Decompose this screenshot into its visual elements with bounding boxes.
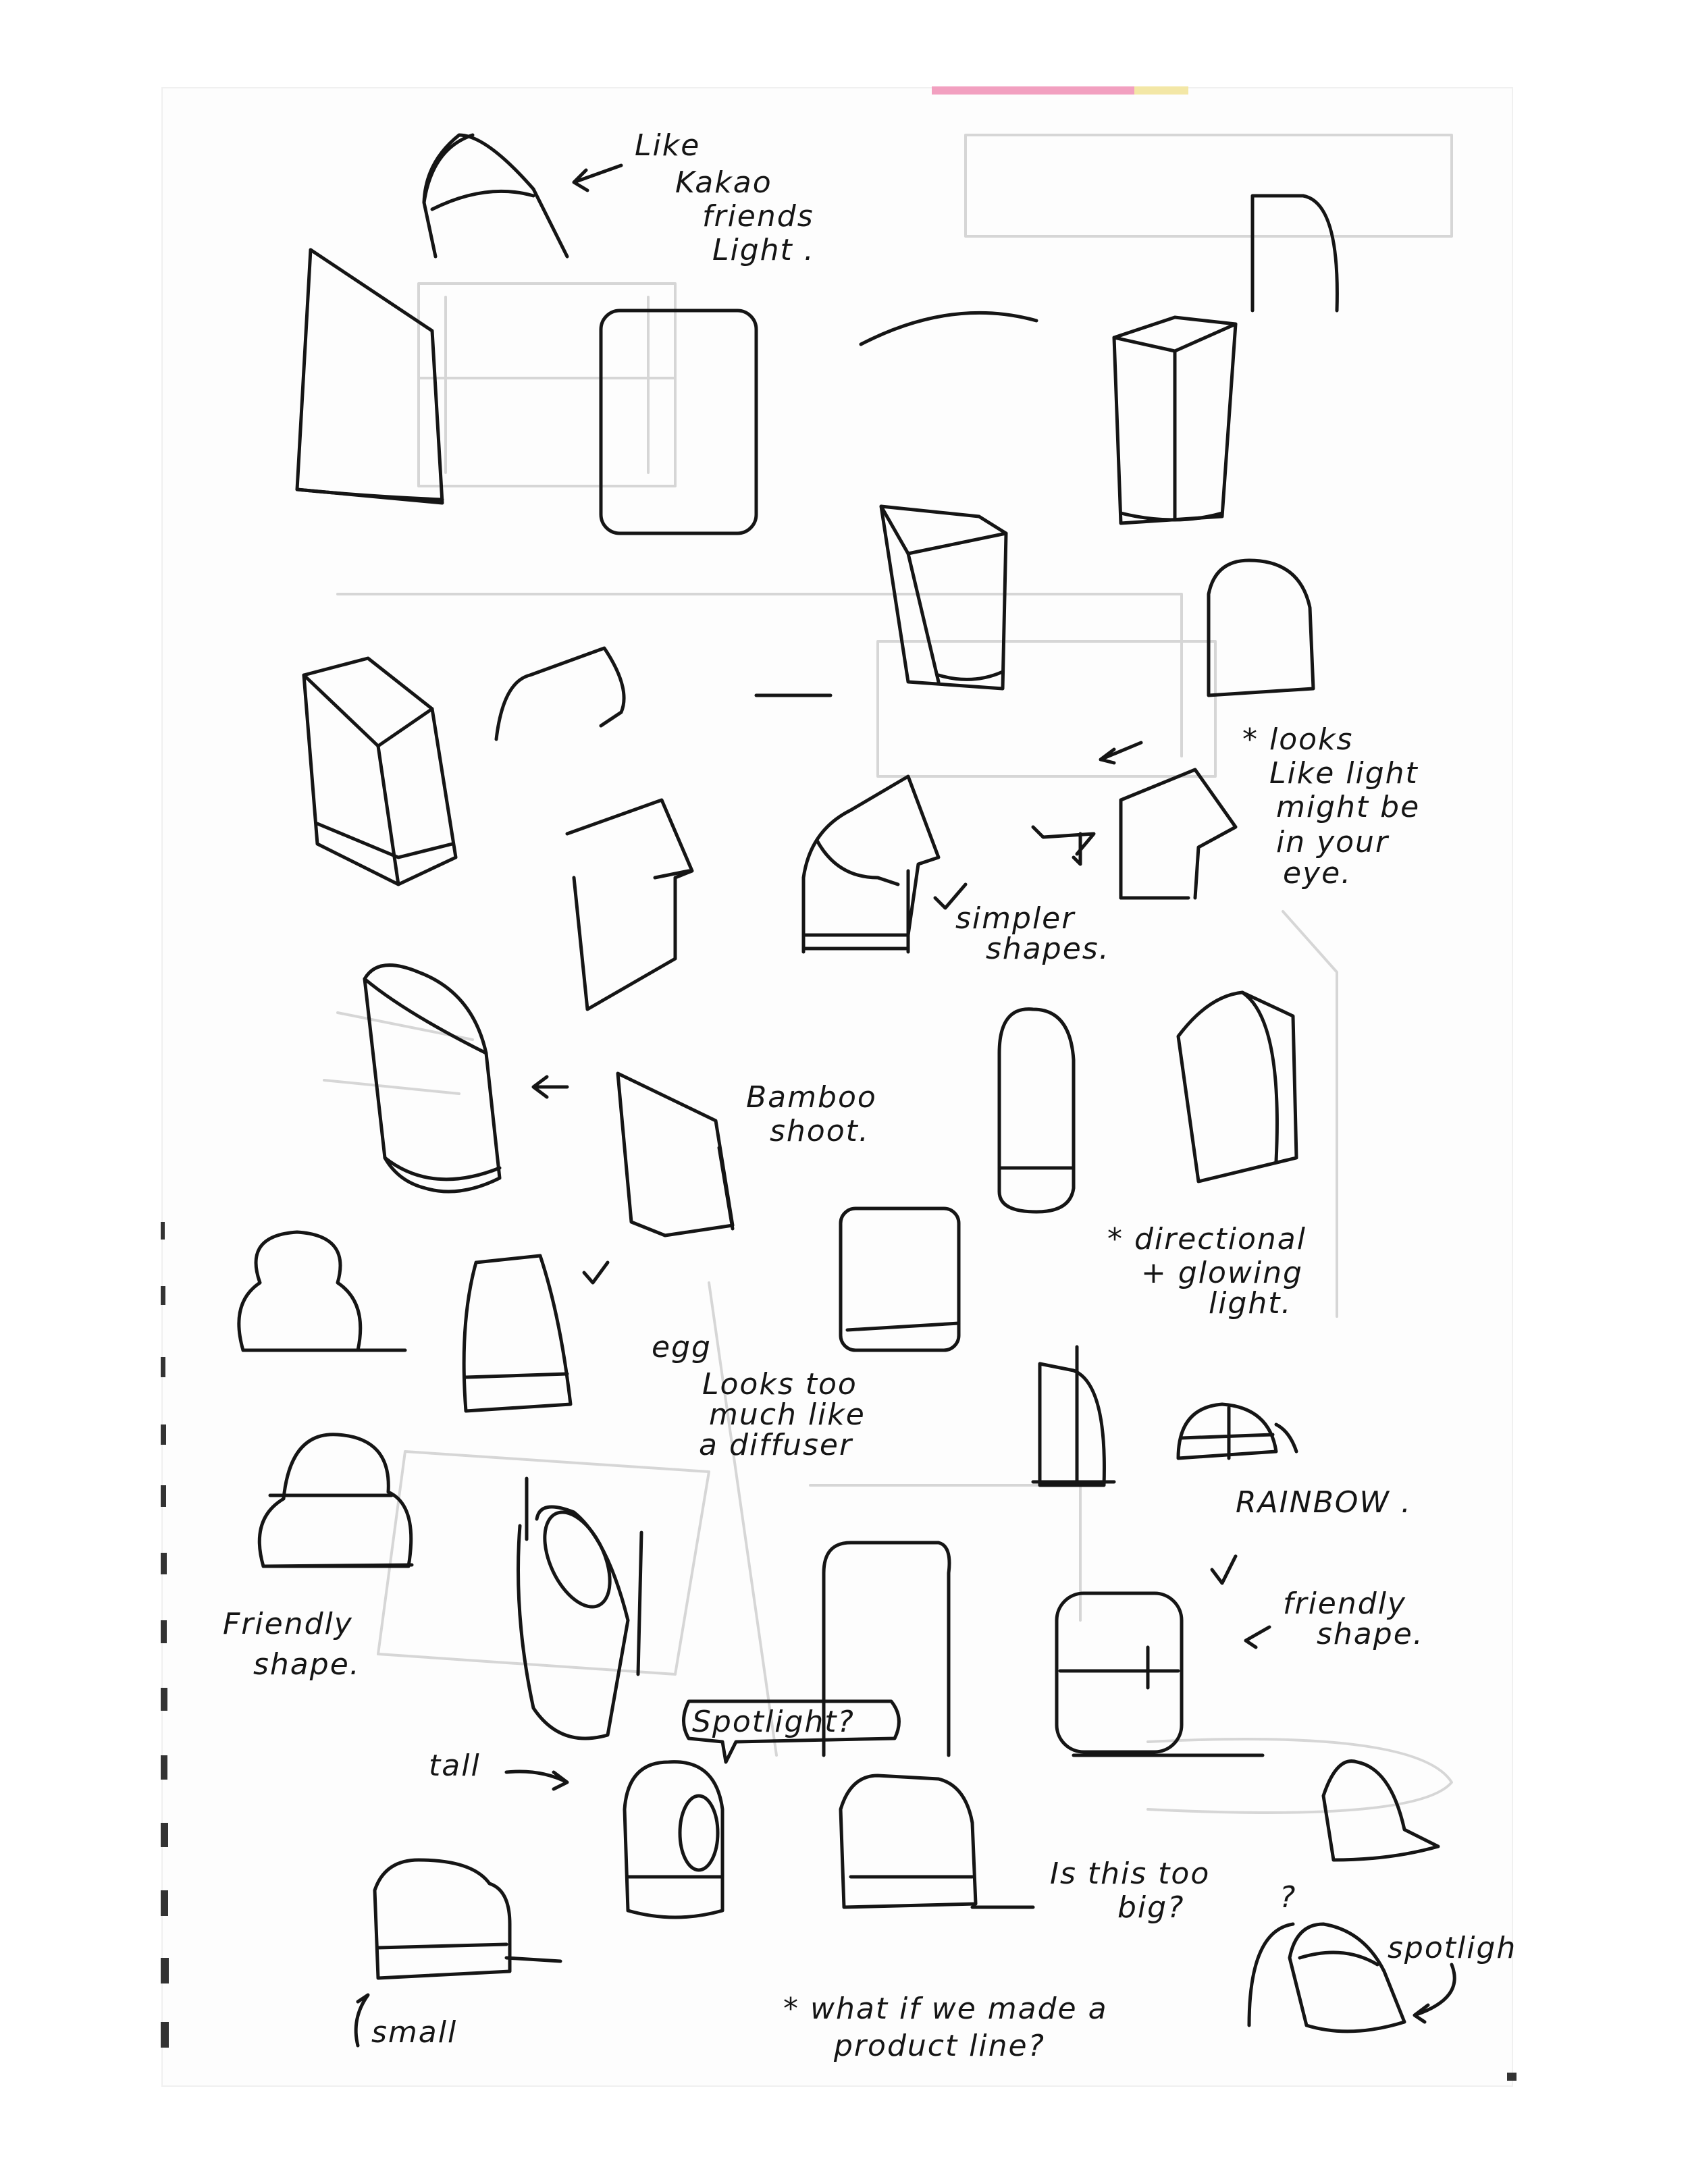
note-bamboo-2: shoot. [770, 1114, 870, 1148]
note-question-mark: ? [1280, 1880, 1297, 1915]
note-egg: egg [652, 1330, 712, 1364]
note-small: small [371, 2015, 458, 2050]
note-directional-2: + glowing [1141, 1256, 1303, 1290]
note-product-line-2: product line? [834, 2029, 1045, 2063]
note-directional-3: light. [1209, 1286, 1292, 1321]
note-too-big-2: big? [1117, 1890, 1185, 1925]
note-simpler-2: shapes. [986, 932, 1110, 966]
note-friendly-left-2: shape. [253, 1647, 361, 1682]
note-friendly-right-2: shape. [1317, 1617, 1424, 1651]
note-kakao-1: Like [635, 128, 701, 163]
note-diffuser-1: Looks too [702, 1367, 858, 1402]
note-diffuser-3: a diffuser [699, 1428, 853, 1462]
svg-text:Looks too much like a [699, 1367, 876, 1462]
note-looks-like-2: Like light [1269, 756, 1419, 791]
note-directional-1: * directional [1107, 1222, 1307, 1256]
note-kakao-2: Kakao [675, 165, 772, 200]
note-friendly-left-1: Friendly [223, 1607, 353, 1641]
note-rainbow: RAINBOW . [1236, 1485, 1412, 1520]
note-kakao-4: Light . [712, 233, 815, 267]
sticky-tab-pink [932, 86, 1134, 95]
note-looks-like-3: might be [1276, 790, 1421, 824]
note-bamboo-1: Bamboo [746, 1080, 877, 1115]
note-kakao-3: friends [702, 199, 814, 234]
note-product-line-1: * what if we made a [783, 1992, 1108, 2026]
note-tall: tall [429, 1749, 481, 1783]
note-looks-like-4: in your [1276, 825, 1390, 859]
note-spotlight-question: Spotlight? [692, 1705, 855, 1739]
note-spotlight-right: spotligh [1388, 1931, 1517, 1965]
note-looks-like-1: * looks [1242, 722, 1354, 757]
note-friendly-right-1: friendly [1283, 1587, 1406, 1621]
note-looks-like-5: eye. [1283, 856, 1352, 890]
sticky-tab-yellow [1134, 86, 1188, 95]
note-diffuser-2: much like [709, 1397, 866, 1432]
note-too-big-1: Is this too [1050, 1857, 1211, 1891]
note-simpler-1: simpler [955, 901, 1076, 936]
